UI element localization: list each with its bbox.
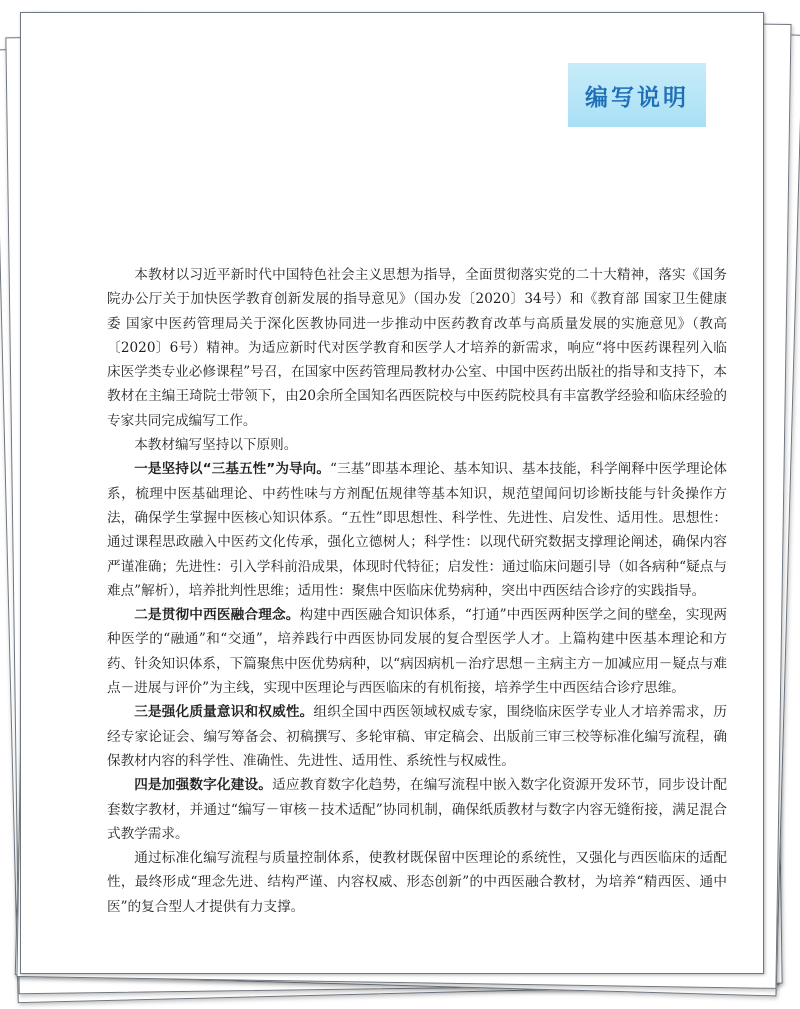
document-page bbox=[20, 12, 764, 974]
paragraph-principle-2 bbox=[107, 603, 727, 700]
paragraph-principle-1 bbox=[107, 457, 727, 603]
section-title-banner bbox=[568, 63, 706, 127]
paragraph-text: 本教材编写坚持以下原则。 bbox=[134, 437, 298, 454]
paragraph-intro bbox=[107, 263, 727, 433]
paragraph-text: 组织全国中西医领域权威专家，围绕临床医学专业人才培养需求，历经专家论证会、编写筹备会、初稿撰写、多轮审稿、审定稿会、出版前三审三校等标准化编写流程，确保教材内容的科学性、准确性、先进性、适用性、系统性与权威性。 bbox=[107, 704, 727, 769]
paragraph-text: “三基”即基本理论、基本知识、基本技能，科学阐释中医学理论体系，梳理中医基础理论、中药性味与方剂配伍规律等基本知识，规范望闻问切诊断技能与针灸操作方法，确保学生掌握中医核心知识体系。“五性”即思想性、科学性、先进性、启发性、适用性。思想性：通过课程思政融入中医药文化传承，强化立德树人；科学性：以现代研究数据支撑理论阐述，确保内容严谨准确；先进性：引入学科前沿成果，体现时代特征；启发性：通过临床问题引导（如各病种“疑点与难点”解析），培养批判性思维；适用性：聚焦中医临床优势病种，突出中西医结合诊疗的实践指导。 bbox=[107, 461, 727, 599]
paragraph-text: 构建中西医融合知识体系，“打通”中西医两种医学之间的壁垒，实现两种医学的“融通”和“交通”，培养践行中西医协同发展的复合型医学人才。上篇构建中医基本理论和方药、针灸知识体系，下篇聚焦中医优势病种，以“病因病机－治疗思想－主病主方－加减应用－疑点与难点－进展与评价”为主线，实现中医理论与西医临床的有机衔接，培养学生中西医结合诊疗思维。 bbox=[107, 607, 728, 697]
page-title: 编写说明 bbox=[585, 84, 689, 111]
paragraph-text: 通过标准化编写流程与质量控制体系，使教材既保留中医理论的系统性，又强化与西医临床的适配性，最终形成“理念先进、结构严谨、内容权威、形态创新”的中西医融合教材，为培养“精西医、通中医”的复合型人才提供有力支撑。 bbox=[107, 850, 727, 915]
paragraph-principle-3 bbox=[107, 700, 727, 773]
paragraph-lead: 一是坚持以“三基五性”为导向。 bbox=[134, 461, 331, 478]
paragraph-text: 本教材以习近平新时代中国特色社会主义思想为指导，全面贯彻落实党的二十大精神，落实《国务院办公厅关于加快医学教育创新发展的指导意见》（国办发〔2020〕34号）和《教育部 国家卫生健康委 国家中医药管理局关于深化医教协同进一步推动中医药教育改革与高质量发展的实施意见》（教高〔2020〕6号）精神。为适应新时代对医学教育和医学人才培养的新需求，响应“将中医药课程列入临床医学类专业必修课程”号召，在国家中医药管理局教材办公室、中国中医药出版社的指导和支持下，本教材在主编王琦院士带领下，由20余所全国知名西医院校与中医药院校具有丰富教学经验和临床经验的专家共同完成编写工作。 bbox=[107, 267, 727, 429]
paragraph-principle-4 bbox=[107, 773, 727, 846]
paragraph-lead: 二是贯彻中西医融合理念。 bbox=[134, 607, 300, 624]
paragraph-conclusion bbox=[107, 846, 727, 919]
paragraph-text: 适应教育数字化趋势，在编写流程中嵌入数字化资源开发环节，同步设计配套数字教材，并通过“编写－审核－技术适配”协同机制，确保纸质教材与数字内容无缝衔接，满足混合式教学需求。 bbox=[107, 777, 728, 842]
document-body bbox=[107, 263, 727, 919]
paragraph-principles-intro bbox=[107, 433, 727, 457]
paragraph-lead: 四是加强数字化建设。 bbox=[134, 777, 273, 794]
paragraph-lead: 三是强化质量意识和权威性。 bbox=[134, 704, 314, 721]
